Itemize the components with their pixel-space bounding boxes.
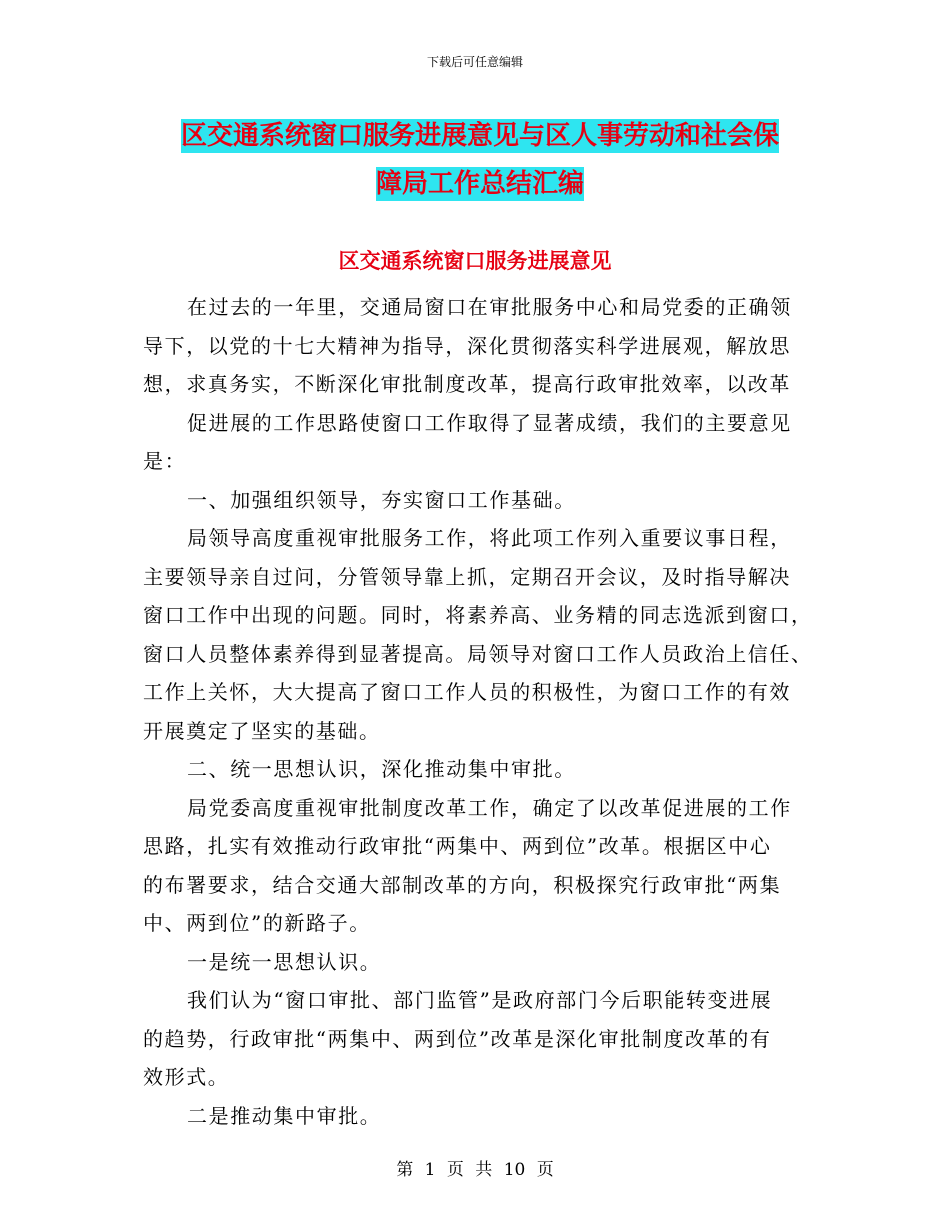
- body-text-line: 开展奠定了坚实的基础。: [143, 718, 381, 743]
- body-text-line: 窗口人员整体素养得到显著提高。局领导对窗口工作人员政治上信任、: [143, 641, 813, 666]
- body-text-line: 工作上关怀，大大提高了窗口工作人员的积极性，为窗口工作的有效: [143, 680, 791, 704]
- body-text-line: 局党委高度重视审批制度改革工作，确定了以改革促进展的工作: [187, 795, 792, 820]
- body-text-line: 局领导高度重视审批服务工作，将此项工作列入重要议事日程，: [187, 526, 792, 550]
- body-text-line: 的布署要求，结合交通大部制改革的方向，积极探究行政审批“两集: [143, 872, 782, 897]
- page-footer: 第 1 页 共 10 页: [396, 1160, 554, 1180]
- body-text-line: 中、两到位”的新路子。: [143, 911, 371, 935]
- document-title: [150, 112, 810, 208]
- body-text-line: 的趋势，行政审批“两集中、两到位”改革是深化审批制度改革的有: [143, 1026, 772, 1051]
- body-text-line: 效形式。: [143, 1065, 230, 1089]
- body-text-line: 在过去的一年里，交通局窗口在审批服务中心和局党委的正确领: [187, 295, 792, 319]
- section-title: 区交通系统窗口服务进展意见: [338, 248, 612, 273]
- body-text-line: 主要领导亲自过问，分管领导靠上抓，定期召开会议，及时指导解决: [143, 564, 791, 589]
- document-body: [143, 288, 813, 1135]
- document-title-line-2: 障局工作总结汇编: [375, 169, 584, 199]
- body-text-line: 思路，扎实有效推动行政审批“两集中、两到位”改革。根据区中心: [143, 834, 772, 858]
- document-title-line-1: 区交通系统窗口服务进展意见与区人事劳动和社会保: [180, 121, 779, 151]
- body-text-line: 是：: [143, 449, 187, 473]
- body-text-line: 促进展的工作思路使窗口工作取得了显著成绩，我们的主要意见: [187, 410, 792, 435]
- body-text-line: 我们认为“窗口审批、部门监管”是政府部门今后职能转变进展: [187, 988, 773, 1012]
- body-text-line: 导下，以党的十七大精神为指导，深化贯彻落实科学进展观，解放思: [143, 333, 791, 358]
- page-header: 下载后可任意编辑: [426, 55, 523, 69]
- body-text-line: 一、加强组织领导，夯实窗口工作基础。: [187, 487, 576, 512]
- body-text-line: 二是推动集中审批。: [187, 1103, 382, 1128]
- body-text-line: 想，求真务实，不断深化审批制度改革，提高行政审批效率，以改革: [143, 372, 791, 396]
- body-text-line: 一是统一思想认识。: [187, 949, 382, 974]
- body-text-line: 二、统一思想认识，深化推动集中审批。: [187, 757, 576, 781]
- body-text-line: 窗口工作中出现的问题。同时，将素养高、业务精的同志选派到窗口，: [143, 603, 813, 627]
